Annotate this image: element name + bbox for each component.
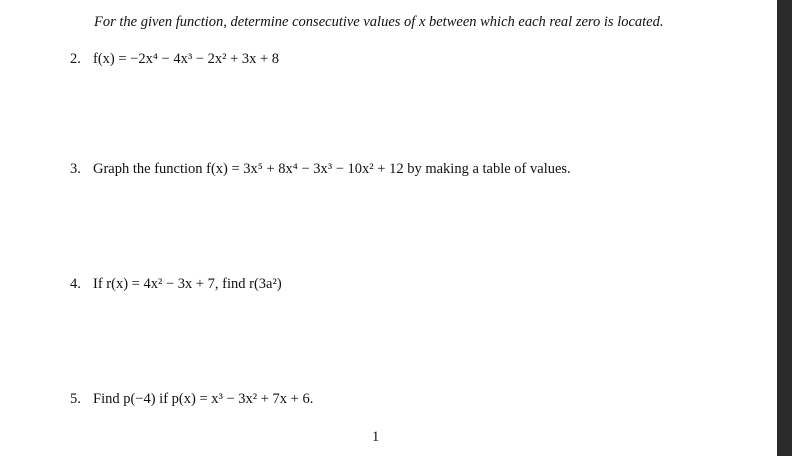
instructions-text: For the given function, determine consecutive values of x between which each real zero is located. — [94, 14, 664, 30]
problem-text: If r(x) = 4x² − 3x + 7, find r(3a²) — [93, 276, 282, 292]
problem-number: 5. — [70, 391, 81, 407]
problem-item — [70, 50, 279, 68]
problem-text: f(x) = −2x⁴ − 4x³ − 2x² + 3x + 8 — [93, 51, 280, 67]
problem-text: Find p(−4) if p(x) = x³ − 3x² + 7x + 6. — [93, 391, 314, 407]
problem-item — [70, 275, 282, 293]
problem-item — [70, 390, 313, 408]
problem-number: 3. — [70, 161, 81, 177]
problem-number: 2. — [70, 51, 81, 67]
problem-number: 4. — [70, 276, 81, 292]
problem-item — [70, 160, 571, 178]
problem-text: Graph the function f(x) = 3x⁵ + 8x⁴ − 3x³ − 10x² + 12 by making a table of values. — [93, 161, 571, 177]
page-number: 1 — [372, 429, 380, 445]
scrollbar[interactable] — [777, 0, 792, 456]
